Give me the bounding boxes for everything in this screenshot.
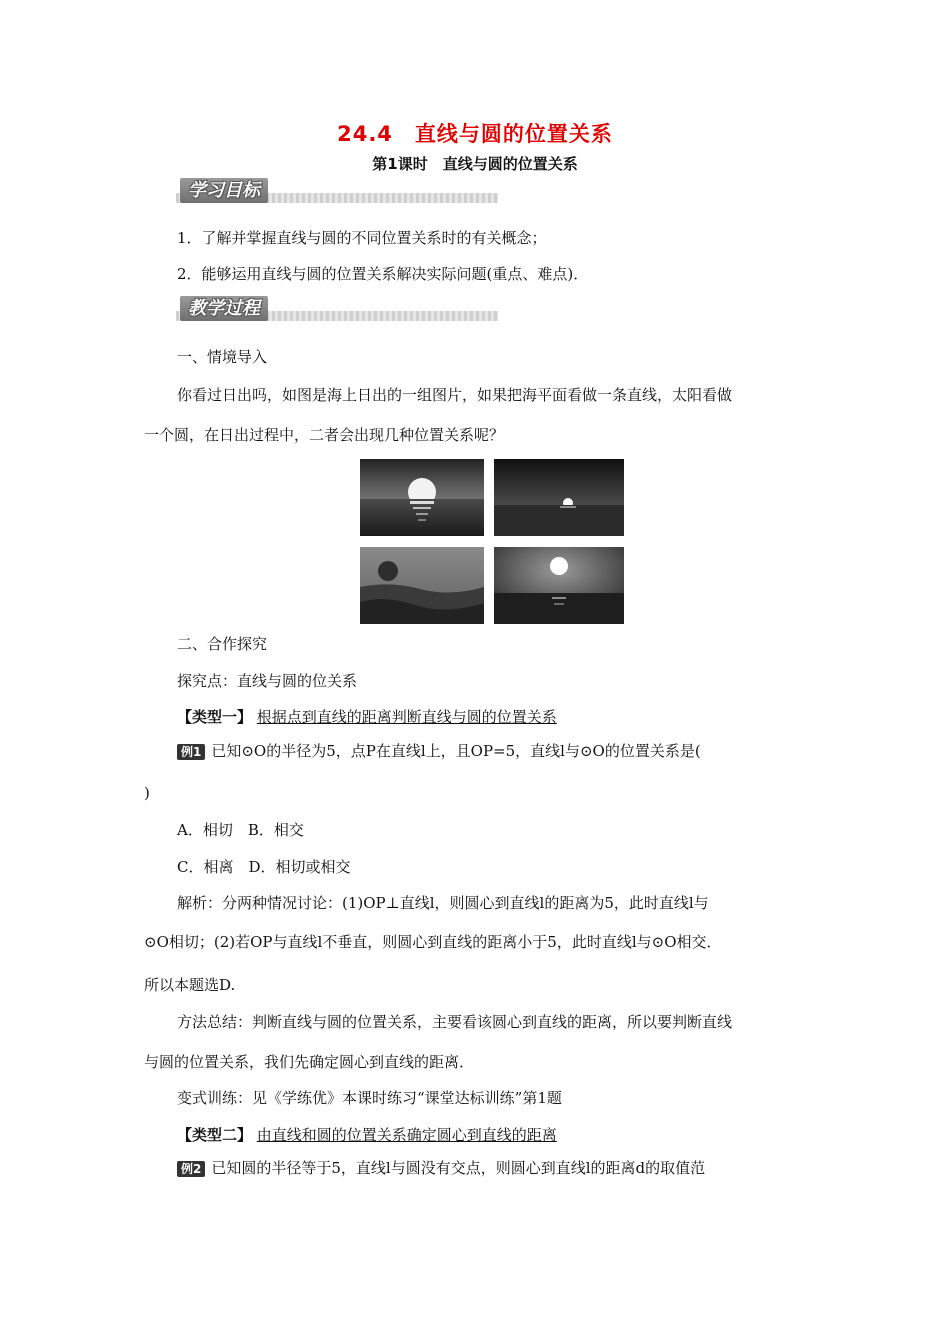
intro-line-2: 一个圆，在日出过程中，二者会出现几种位置关系呢？ bbox=[144, 426, 505, 444]
sunrise-photo-4 bbox=[494, 547, 624, 624]
solution-line-1: 解析：分两种情况讨论：(1)OP⊥直线l，则圆心到直线l的距离为5，此时直线l与 bbox=[177, 894, 709, 912]
type1-row bbox=[177, 707, 557, 727]
type2-title: 由直线和圆的位置关系确定圆心到直线的距离 bbox=[256, 1126, 557, 1144]
intro-line-1: 你看过日出吗，如图是海上日出的一组图片，如果把海平面看做一条直线，太阳看做 bbox=[177, 386, 733, 404]
type2-label: 【类型二】 bbox=[177, 1126, 253, 1144]
type1-title: 根据点到直线的距离判断直线与圆的位置关系 bbox=[256, 708, 557, 726]
sunrise-photo-2 bbox=[494, 459, 624, 536]
method-line-1: 方法总结：判断直线与圆的位置关系，主要看该圆心到直线的距离，所以要判断直线 bbox=[177, 1013, 733, 1031]
example1-text: 已知⊙O的半径为5，点P在直线l上，且OP=5，直线l与⊙O的位置关系是( bbox=[211, 742, 701, 760]
practice-line: 变式训练：见《学练优》本课时练习“课堂达标训练”第1题 bbox=[177, 1089, 562, 1107]
process-banner bbox=[176, 296, 498, 322]
goal-1: 1．了解并掌握直线与圆的不同位置关系时的有关概念； bbox=[177, 229, 547, 247]
method-line-2: 与圆的位置关系，我们先确定圆心到直线的距离． bbox=[144, 1053, 475, 1071]
sunrise-photo-1 bbox=[360, 459, 484, 536]
sunrise-photo-3 bbox=[360, 547, 484, 624]
goals-banner bbox=[176, 178, 498, 204]
explore-point: 探究点：直线与圆的位关系 bbox=[177, 672, 358, 690]
example2-badge: 例2 bbox=[177, 1161, 205, 1177]
options-cd: C．相离 D．相切或相交 bbox=[177, 858, 351, 876]
intro-heading: 一、情境导入 bbox=[177, 348, 268, 366]
example1-row bbox=[177, 741, 701, 761]
page-subtitle: 第1课时 直线与圆的位置关系 bbox=[372, 155, 578, 173]
type2-row bbox=[177, 1125, 557, 1145]
example2-row bbox=[177, 1158, 705, 1178]
process-heading: 教学过程 bbox=[180, 296, 268, 321]
goal-2: 2．能够运用直线与圆的位置关系解决实际问题(重点、难点)． bbox=[177, 265, 589, 283]
type1-label: 【类型一】 bbox=[177, 708, 253, 726]
example1-line-2: ) bbox=[144, 784, 150, 802]
options-ab: A．相切 B．相交 bbox=[177, 821, 304, 839]
page-title: 24.4 直线与圆的位置关系 bbox=[337, 122, 613, 146]
solution-line-2: ⊙O相切；(2)若OP与直线l不垂直，则圆心到直线的距离小于5，此时直线l与⊙O相交． bbox=[144, 933, 722, 951]
solution-line-3: 所以本题选D. bbox=[144, 976, 236, 994]
example2-text: 已知圆的半径等于5，直线l与圆没有交点，则圆心到直线l的距离d的取值范 bbox=[211, 1159, 706, 1177]
goals-heading: 学习目标 bbox=[180, 178, 268, 203]
example1-badge: 例1 bbox=[177, 744, 205, 760]
explore-heading: 二、合作探究 bbox=[177, 635, 268, 653]
